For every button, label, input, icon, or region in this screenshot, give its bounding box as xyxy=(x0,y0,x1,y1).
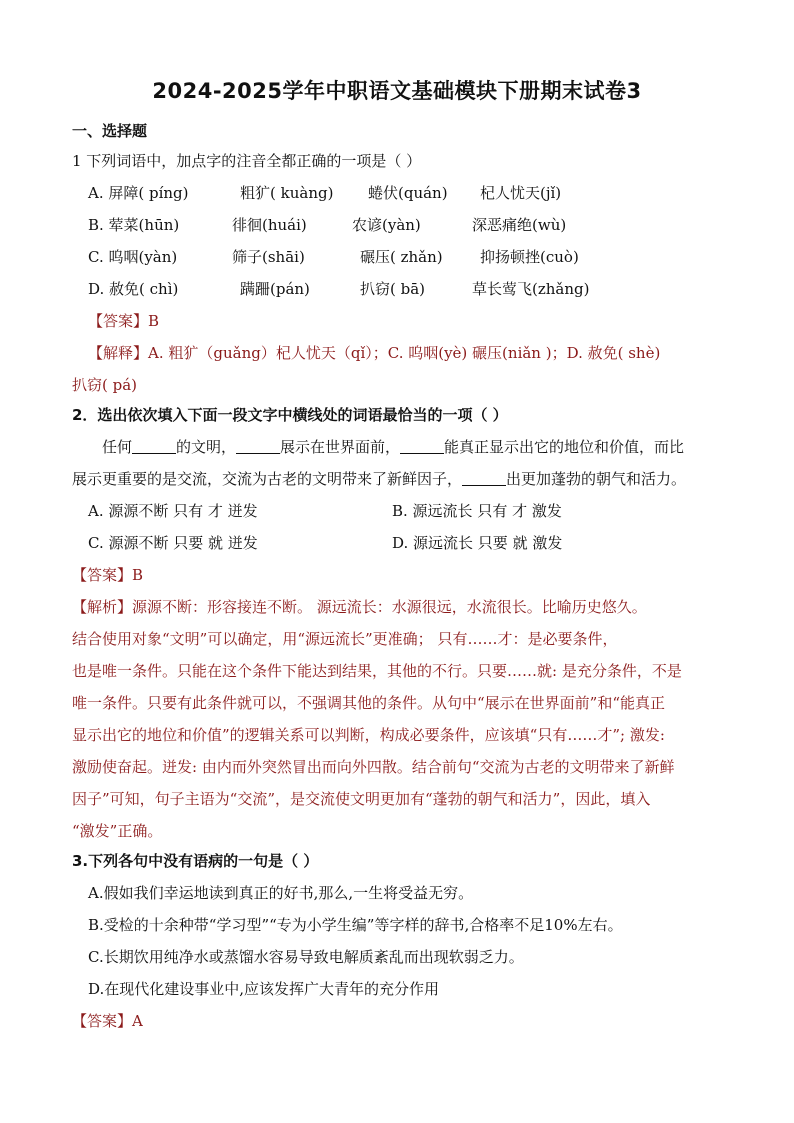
q1-explain-line1: A. 粗犷（guǎng）杞人忧天（qǐ）；C. 呜咽(yè) 碾压(niǎn )；D. 赦免( shè) xyxy=(148,344,661,362)
q2-explain-line8: “激发”正确。 xyxy=(72,822,163,840)
q1-stem: 1 下列词语中，加点字的注音全都正确的一项是（ ） xyxy=(72,152,422,170)
q1-explain-label: 【解释】 xyxy=(88,344,149,362)
q2-answer xyxy=(72,564,143,585)
q2-option-d: D. 源远流长 只要 就 激发 xyxy=(392,534,563,552)
q2-stem: 2．选出依次填入下面一段文字中横线处的词语最恰当的一项（ ） xyxy=(72,406,508,424)
q2-explain-line5: 显示出它的地位和价值”的逻辑关系可以判断，构成必要条件，应该填“只有……才”; 激发: xyxy=(72,726,665,744)
q1-option-b1: B. 荤菜(hūn) xyxy=(88,216,180,234)
q1-answer-label: 【答案】 xyxy=(88,312,149,330)
blank-2 xyxy=(236,439,280,454)
q2-answer-value: B xyxy=(132,566,144,584)
q2-passage-line2a: 展示更重要的是交流，交流为古老的文明带来了新鲜因子， xyxy=(72,470,463,488)
q2-explain-label: 【解析】 xyxy=(72,598,133,616)
q1-option-b2: 徘徊(huái) xyxy=(232,216,307,234)
q2-explain-line4: 唯一条件。只要有此条件就可以，不强调其他的条件。从句中“展示在世界面前”和“能真正 xyxy=(72,694,666,712)
q2-explain-line6: 激励使奋起。迸发: 由内而外突然冒出而向外四散。结合前句“交流为古老的文明带来了新鲜 xyxy=(72,758,675,776)
q1-option-c1: C. 呜咽(yàn) xyxy=(88,248,178,266)
q1-explain-line2: 扒窃( pá) xyxy=(72,376,138,394)
q1-option-a3: 蜷伏(quán) xyxy=(368,184,448,202)
q3-answer-label: 【答案】 xyxy=(72,1012,133,1030)
q3-stem: 3.下列各句中没有语病的一句是（ ） xyxy=(72,852,319,870)
q2-explain-text1: 源源不断：形容接连不断。 源远流长：水源很远，水流很长。比喻历史悠久。 xyxy=(132,598,647,616)
blank-4 xyxy=(462,471,506,486)
q1-option-c3: 碾压( zhǎn) xyxy=(360,248,443,266)
q2-passage-line2b: 出更加蓬勃的朝气和活力。 xyxy=(506,470,687,488)
blank-1 xyxy=(132,439,176,454)
q2-answer-label: 【答案】 xyxy=(72,566,133,584)
q1-option-b3: 农谚(yàn) xyxy=(352,216,421,234)
q1-option-c2: 筛子(shāi) xyxy=(232,248,305,266)
q3-option-c: C.长期饮用纯净水或蒸馏水容易导致电解质紊乱而出现软弱乏力。 xyxy=(88,948,524,966)
q1-option-d1: D. 赦免( chì) xyxy=(88,280,179,298)
page-title: 2024-2025学年中职语文基础模块下册期末试卷3 xyxy=(152,79,642,103)
q2-passage-b: 的文明， xyxy=(176,438,237,456)
q3-answer xyxy=(72,1010,143,1031)
q1-option-d4: 草长莺飞(zhǎng) xyxy=(472,280,590,298)
q1-option-b4: 深恶痛绝(wù) xyxy=(472,216,567,234)
q2-explain-line3: 也是唯一条件。只能在这个条件下能达到结果，其他的不行。只要……就: 是充分条件，不是 xyxy=(72,662,682,680)
q2-explain-line2: 结合使用对象“文明”可以确定，用“源远流长”更准确； 只有……才：是必要条件， xyxy=(72,630,618,648)
q1-option-a1: A. 屏障( píng) xyxy=(88,184,189,202)
q1-answer-value: B xyxy=(148,312,160,330)
q2-explain-line7: 因子”可知，句子主语为“交流”，是交流使文明更加有“蓬勃的朝气和活力”，因此，填入 xyxy=(72,790,651,808)
q1-option-d2: 蹒跚(pán) xyxy=(240,280,310,298)
q2-explain-line1 xyxy=(72,596,647,617)
q2-option-c: C. 源源不断 只要 就 迸发 xyxy=(88,534,258,552)
q2-passage-d: 能真正显示出它的地位和价值，而比 xyxy=(444,438,685,456)
q2-passage-a: 任何 xyxy=(102,438,133,456)
q3-option-a: A.假如我们幸运地读到真正的好书,那么,一生将受益无穷。 xyxy=(88,884,474,902)
q2-option-b: B. 源远流长 只有 才 激发 xyxy=(392,502,562,520)
q3-option-b: B.受检的十余种带“学习型”“专为小学生编”等字样的辞书,合格率不足10%左右。 xyxy=(88,916,623,934)
q1-answer xyxy=(88,310,159,331)
blank-3 xyxy=(400,439,444,454)
q1-option-c4: 抑扬顿挫(cuò) xyxy=(480,248,579,266)
q3-answer-value: A xyxy=(132,1012,143,1030)
q1-option-d3: 扒窃( bā) xyxy=(360,280,426,298)
q2-passage-c: 展示在世界面前， xyxy=(280,438,401,456)
q2-passage-line1 xyxy=(102,436,684,457)
section-heading: 一、选择题 xyxy=(72,122,148,140)
q3-option-d: D.在现代化建设事业中,应该发挥广大青年的充分作用 xyxy=(88,980,440,998)
q1-explain xyxy=(88,342,660,363)
q2-passage-line2 xyxy=(72,468,686,489)
q1-option-a2: 粗犷( kuàng) xyxy=(240,184,334,202)
q2-option-a: A. 源源不断 只有 才 迸发 xyxy=(88,502,258,520)
q1-option-a4: 杞人忧天(jǐ) xyxy=(480,184,562,202)
